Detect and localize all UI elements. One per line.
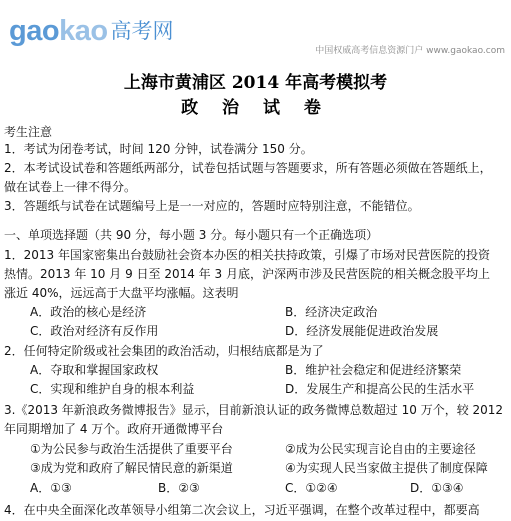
q3-line-1: 3.《2013 年新浪政务微博报告》显示，目前新浪认证的政务微博总数超过 10 万个，较 2012 [4, 403, 504, 417]
logo-text-cn: 高考网 [110, 19, 174, 43]
q1-option-c: C．政治对经济有反作用 [30, 324, 159, 338]
q3-option-d: D．①③④ [410, 481, 464, 495]
notice-item-2: 2．本考试设试卷和答题纸两部分，试卷包括试题与答题要求，所有答题必须做在答题纸上， [4, 161, 492, 175]
section-heading: 一、单项选择题（共 90 分，每小题 3 分。每小题只有一个正确选项） [4, 228, 379, 242]
notice-heading: 考生注意 [4, 125, 53, 139]
gaokao-logo[interactable] [9, 14, 174, 48]
q3-statement-2: ②成为公民实现言论自由的主要途径 [285, 442, 476, 456]
q3-line-2: 年同期增加了 4 万个。政府开通微博平台 [4, 422, 224, 436]
q1-line-1: 1．2013 年国家密集出台鼓励社会资本办医的相关扶持政策，引爆了市场对民营医院的投资 [4, 248, 490, 262]
notice-item-3: 3．答题纸与试卷在试题编号上是一一对应的，答题时应特别注意，不能错位。 [4, 199, 420, 213]
q2-option-b: B．维护社会稳定和促进经济繁荣 [285, 363, 462, 377]
q3-option-a: A．①③ [30, 481, 72, 495]
q2-option-d: D．发展生产和提高公民的生活水平 [285, 382, 475, 396]
logo-text-kao: kao [59, 15, 108, 47]
q1-option-d: D．经济发展能促进政治发展 [285, 324, 439, 338]
q1-option-b: B．经济决定政治 [285, 305, 378, 319]
exam-subtitle: 政 治 试 卷 [181, 98, 330, 118]
exam-title: 上海市黄浦区 2014 年高考模拟考 [123, 73, 388, 93]
site-header [0, 0, 511, 62]
q1-line-2: 热情。2013 年 10 月 9 日至 2014 年 3 月底，沪深两市涉及民营医院的相关概念股平均上 [4, 267, 490, 281]
q1-line-3: 涨近 40%，远远高于大盘平均涨幅。这表明 [4, 286, 239, 300]
notice-item-1: 1．考试为闭卷考试，时间 120 分钟，试卷满分 150 分。 [4, 142, 313, 156]
q1-option-a: A．政治的核心是经济 [30, 305, 147, 319]
notice-item-2-cont: 做在试卷上一律不得分。 [4, 180, 137, 194]
site-tagline: 中国权威高考信息资源门户 www.gaokao.com [315, 46, 505, 56]
q2-option-c: C．实现和维护自身的根本利益 [30, 382, 195, 396]
q3-statement-4: ④为实现人民当家做主提供了制度保障 [285, 461, 488, 475]
q3-statement-1: ①为公民参与政治生活提供了重要平台 [30, 442, 233, 456]
q3-option-c: C．①②④ [285, 481, 338, 495]
q2-option-a: A．夺取和掌握国家政权 [30, 363, 159, 377]
q4-line-1: 4．在中央全面深化改革领导小组第二次会议上，习近平强调，在整个改革过程中，都要高 [4, 503, 480, 517]
q3-statement-3: ③成为党和政府了解民情民意的新渠道 [30, 461, 233, 475]
logo-text-gao: gao [9, 15, 60, 47]
q2-line-1: 2．任何特定阶级或社会集团的政治活动，归根结底都是为了 [4, 344, 324, 358]
q3-option-b: B．②③ [158, 481, 200, 495]
